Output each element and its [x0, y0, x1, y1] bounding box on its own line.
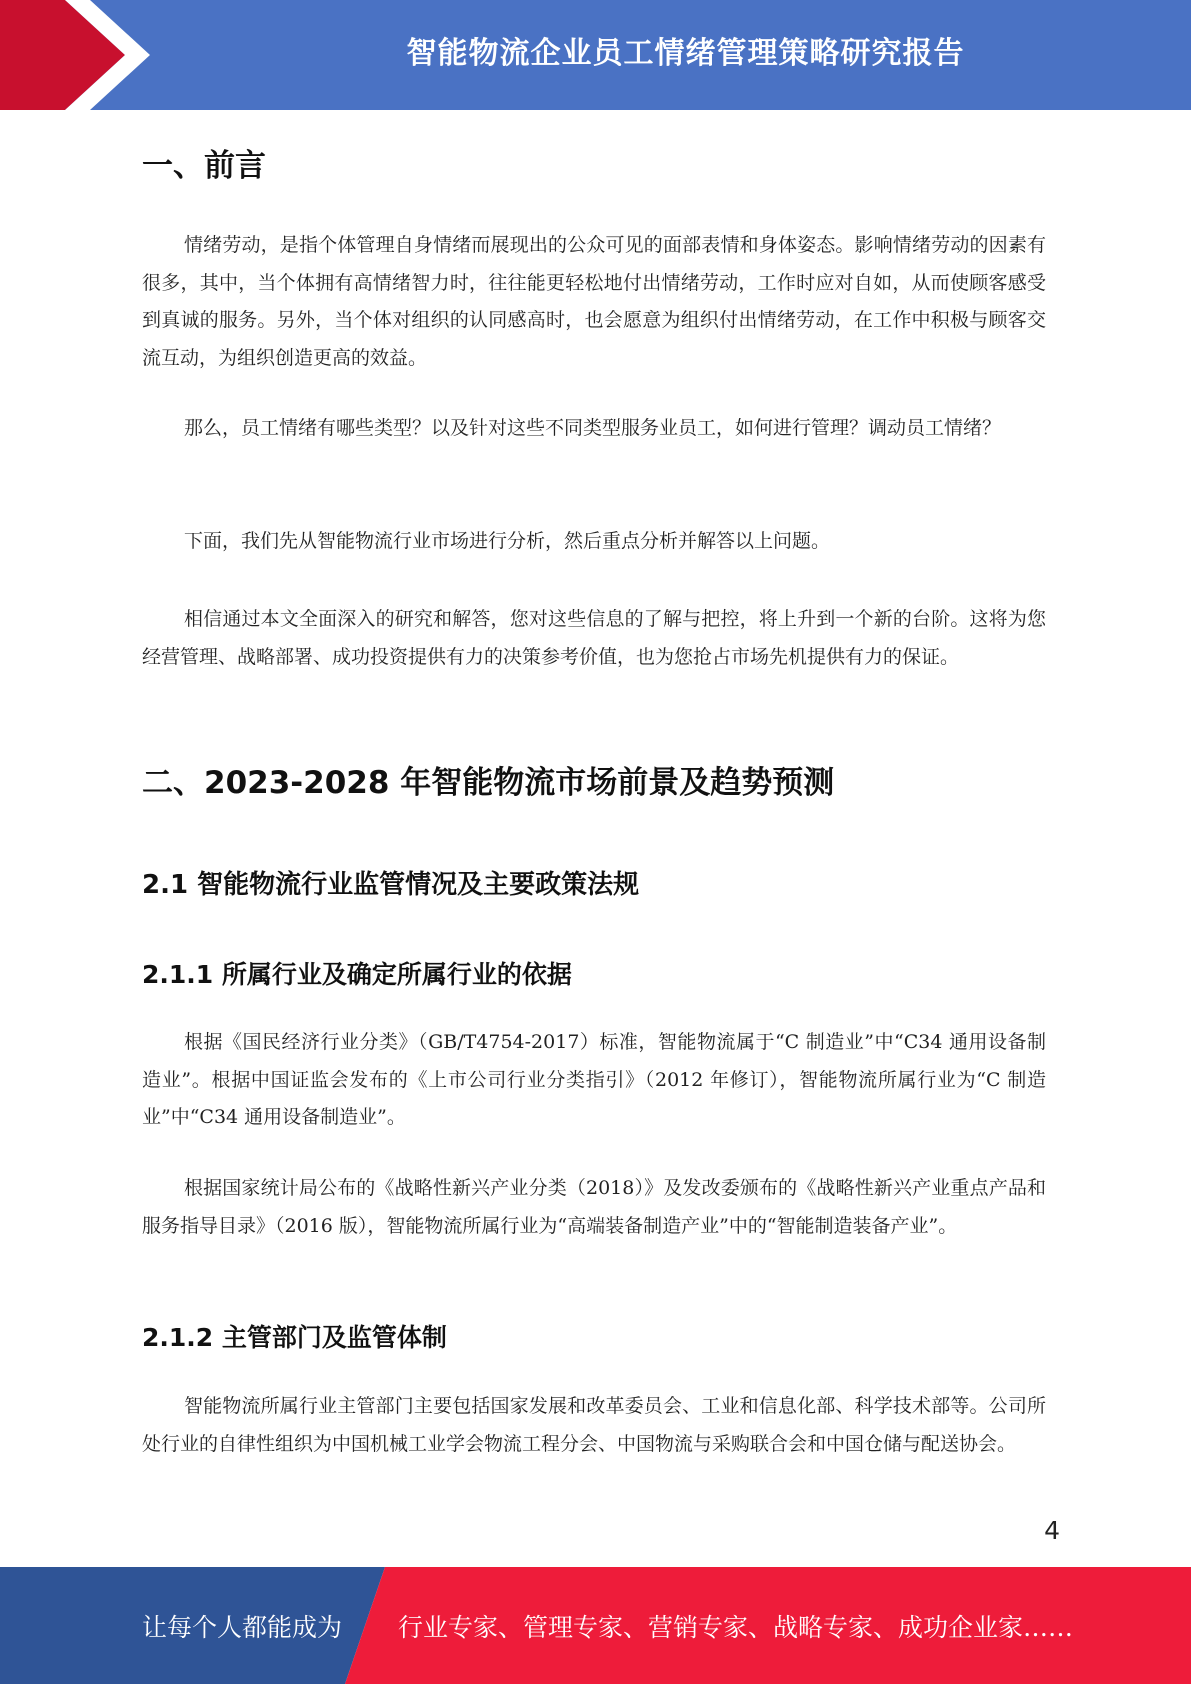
section-heading-forecast: 二、2023-2028 年智能物流市场前景及趋势预测: [142, 765, 835, 801]
paragraph: 下面，我们先从智能物流行业市场进行分析，然后重点分析并解答以上问题。: [184, 530, 831, 552]
paragraph: 根据《国民经济行业分类》（GB/T4754-2017）标准，智能物流属于“C 制造业”中“C34 通用设备制造业”。根据中国证监会发布的《上市公司行业分类指引》（2012 年修订），智能物流所属行业为“C 制造业”中“C34 通用设备制造业”。: [142, 1031, 1046, 1128]
footer-slogan-right: 行业专家、管理专家、营销专家、战略专家、成功企业家……: [398, 1612, 1074, 1642]
subsection-heading-2-1: 2.1 智能物流行业监管情况及主要政策法规: [142, 870, 640, 900]
paragraph: 根据国家统计局公布的《战略性新兴产业分类（2018）》及发改委颁布的《战略性新兴产业重点产品和服务指导目录》（2016 版），智能物流所属行业为“高端装备制造产业”中的“智能制造装备产业”。: [142, 1177, 1046, 1237]
page-number: 4: [1044, 1516, 1060, 1545]
header-arrow-decoration: [0, 0, 200, 110]
paragraph: 智能物流所属行业主管部门主要包括国家发展和改革委员会、工业和信息化部、科学技术部等。公司所处行业的自律性组织为中国机械工业学会物流工程分会、中国物流与采购联合会和中国仓储与配送协会。: [142, 1395, 1046, 1455]
paragraph: 相信通过本文全面深入的研究和解答，您对这些信息的了解与把控，将上升到一个新的台阶。这将为您经营管理、战略部署、成功投资提供有力的决策参考价值，也为您抢占市场先机提供有力的保证。: [142, 608, 1046, 668]
report-title: 智能物流企业员工情绪管理策略研究报告: [406, 36, 965, 71]
subsection-heading-2-1-1: 2.1.1 所属行业及确定所属行业的依据: [142, 960, 572, 989]
page-header: [0, 0, 1191, 110]
footer-slogan-left: 让每个人都能成为: [142, 1612, 343, 1642]
section-heading-preface: 一、前言: [142, 148, 266, 184]
page-footer: [0, 1567, 1191, 1684]
paragraph: 情绪劳动，是指个体管理自身情绪而展现出的公众可见的面部表情和身体姿态。影响情绪劳动的因素有很多，其中，当个体拥有高情绪智力时，往往能更轻松地付出情绪劳动，工作时应对自如，从而使顾客感受到真诚的服务。另外，当个体对组织的认同感高时，也会愿意为组织付出情绪劳动，在工作中积极与顾客交流互动，为组织创造更高的效益。: [142, 234, 1046, 369]
paragraph: 那么，员工情绪有哪些类型？以及针对这些不同类型服务业员工，如何进行管理？调动员工情绪？: [184, 417, 1002, 439]
subsection-heading-2-1-2: 2.1.2 主管部门及监管体制: [142, 1323, 447, 1352]
